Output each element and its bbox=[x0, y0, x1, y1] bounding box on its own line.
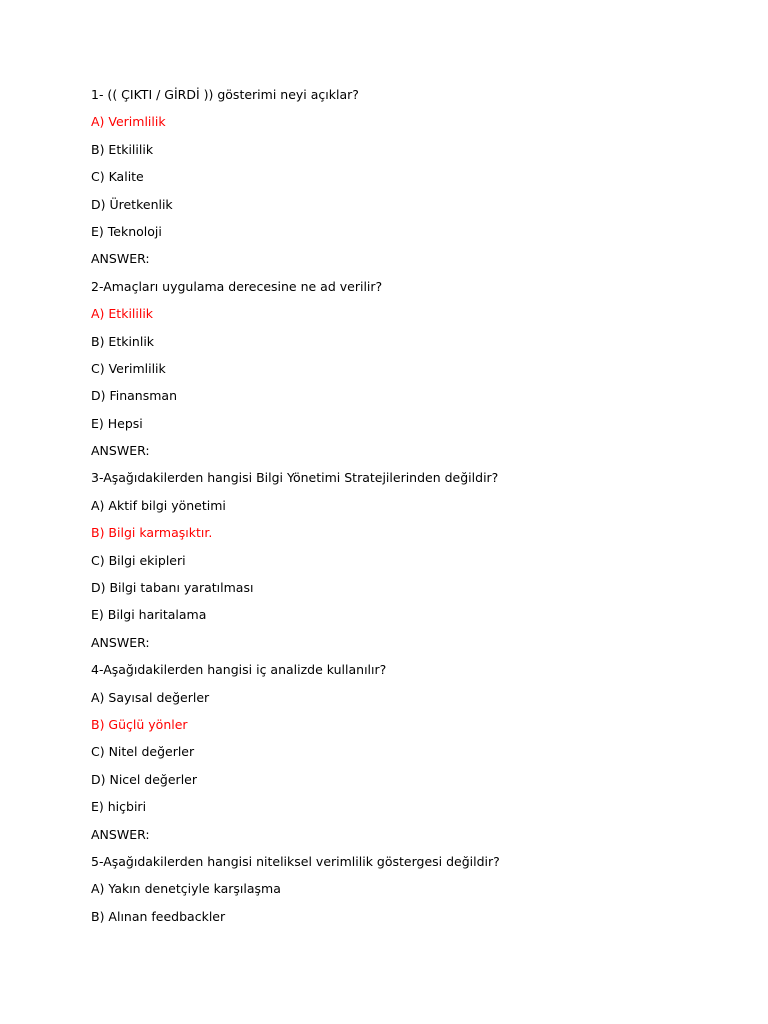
answer-option: D) Nicel değerler bbox=[91, 771, 197, 787]
answer-option: D) Üretkenlik bbox=[91, 196, 173, 212]
answer-option: A) Yakın denetçiyle karşılaşma bbox=[91, 881, 281, 897]
answer-option: B) Etkinlik bbox=[91, 333, 155, 349]
document-body bbox=[91, 85, 731, 934]
answer-option: E) hiçbiri bbox=[91, 799, 147, 815]
answer-option: E) Teknoloji bbox=[91, 223, 162, 239]
answer-option: C) Nitel değerler bbox=[91, 744, 195, 760]
question-text: 1- (( ÇIKTI / GİRDİ )) gösterimi neyi açıklar? bbox=[91, 87, 359, 102]
question-text: 4-Aşağıdakilerden hangisi iç analizde kullanılır? bbox=[91, 662, 387, 678]
answer-label: ANSWER: bbox=[91, 826, 150, 842]
answer-option: B) Etkililik bbox=[91, 141, 154, 157]
answer-label: ANSWER: bbox=[91, 443, 150, 459]
question-text: 5-Aşağıdakilerden hangisi niteliksel verimlilik göstergesi değildir? bbox=[91, 853, 500, 869]
correct-option: A) Etkililik bbox=[91, 306, 154, 322]
question-text: 2-Amaçları uygulama derecesine ne ad verilir? bbox=[91, 278, 383, 294]
answer-label: ANSWER: bbox=[91, 251, 150, 267]
correct-option: B) Bilgi karmaşıktır. bbox=[91, 525, 213, 541]
answer-option: E) Hepsi bbox=[91, 415, 143, 431]
answer-option: A) Aktif bilgi yönetimi bbox=[91, 497, 226, 513]
answer-option: A) Sayısal değerler bbox=[91, 689, 210, 705]
answer-option: B) Alınan feedbackler bbox=[91, 908, 226, 924]
correct-option: A) Verimlilik bbox=[91, 114, 166, 130]
answer-option: C) Verimlilik bbox=[91, 360, 166, 376]
answer-option: D) Finansman bbox=[91, 388, 178, 404]
answer-option: C) Kalite bbox=[91, 169, 144, 185]
correct-option: B) Güçlü yönler bbox=[91, 716, 188, 732]
answer-option: C) Bilgi ekipleri bbox=[91, 552, 186, 568]
answer-option: E) Bilgi haritalama bbox=[91, 607, 207, 623]
answer-label: ANSWER: bbox=[91, 634, 150, 650]
answer-option: D) Bilgi tabanı yaratılması bbox=[91, 580, 254, 596]
question-text: 3-Aşağıdakilerden hangisi Bilgi Yönetimi Stratejilerinden değildir? bbox=[91, 470, 499, 486]
